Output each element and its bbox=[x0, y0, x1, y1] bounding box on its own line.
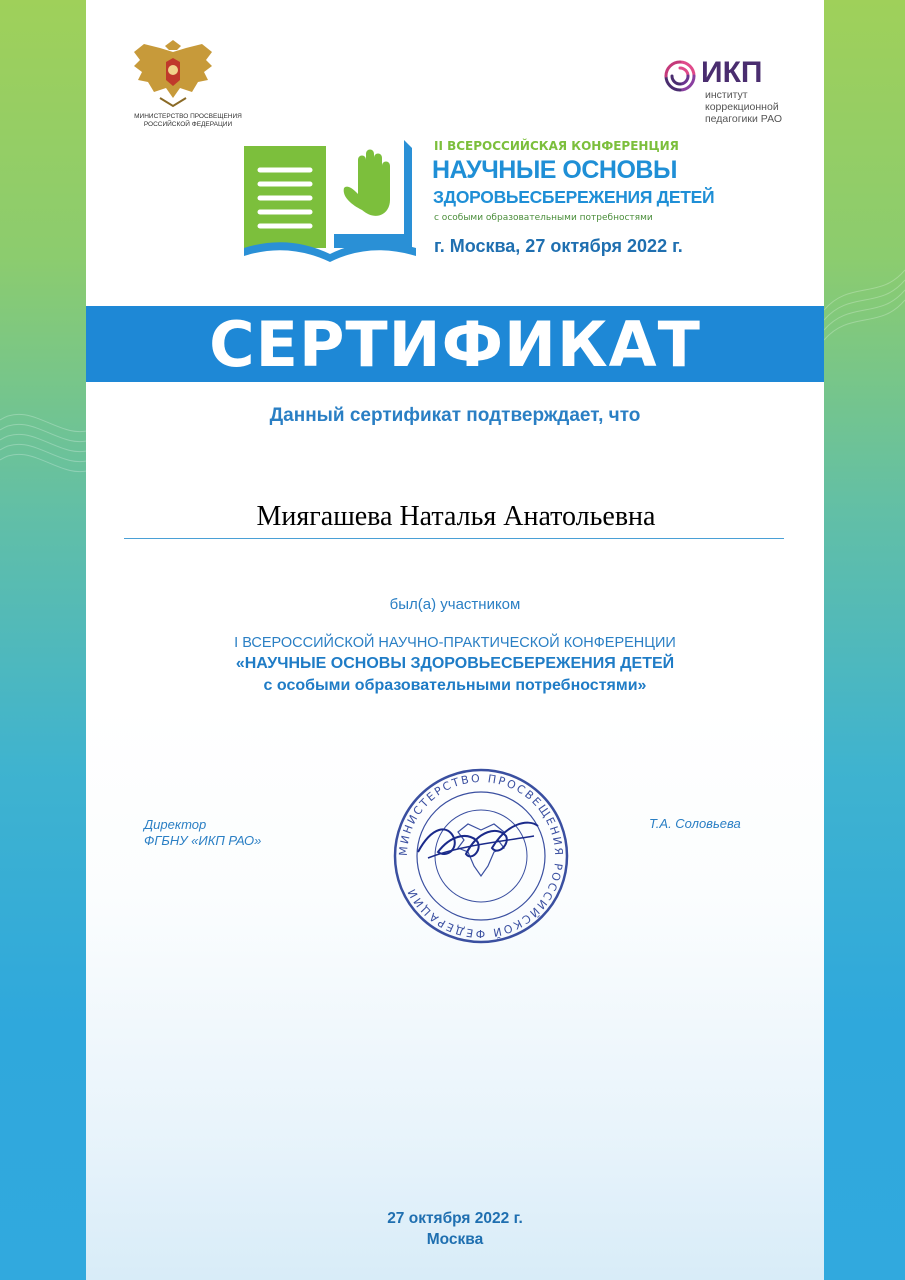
institute-subtitle: институт коррекционной педагогики РАО bbox=[705, 89, 783, 125]
conference-type: I ВСЕРОССИЙСКОЙ НАУЧНО-ПРАКТИЧЕСКОЙ КОНФЕРЕНЦИИ bbox=[234, 635, 676, 651]
conference-title-line-1: «НАУЧНЫЕ ОСНОВЫ ЗДОРОВЬЕСБЕРЕЖЕНИЯ ДЕТЕЙ bbox=[235, 655, 675, 672]
certificate-sheet bbox=[86, 0, 824, 1280]
director-title: Директор bbox=[144, 817, 207, 832]
official-stamp-icon bbox=[388, 766, 574, 946]
spiral-logo-icon bbox=[662, 58, 698, 94]
certificate-banner bbox=[86, 306, 824, 382]
open-book-hand-icon bbox=[240, 138, 422, 262]
conference-logo-line-1: II ВСЕРОССИЙСКАЯ КОНФЕРЕНЦИЯ bbox=[434, 139, 679, 153]
director-position bbox=[144, 817, 261, 849]
conference-logo-line-4: с особыми образовательными потребностями bbox=[434, 213, 653, 223]
participation-text: был(а) участником bbox=[389, 596, 521, 613]
conference-logo-line-2: НАУЧНЫЕ ОСНОВЫ bbox=[432, 156, 677, 184]
stamp-ring-text: МИНИСТЕРСТВО ПРОСВЕЩЕНИЯ РОССИЙСКОЙ ФЕДЕРАЦИИ bbox=[396, 771, 566, 941]
conference-title-line-2: с особыми образовательными потребностями» bbox=[263, 677, 647, 694]
confirm-text: Данный сертификат подтверждает, что bbox=[269, 405, 641, 426]
recipient-name: Миягашева Наталья Анатольевна bbox=[256, 501, 656, 532]
conference-logo-line-3: ЗДОРОВЬЕСБЕРЕЖЕНИЯ ДЕТЕЙ bbox=[433, 187, 715, 207]
certificate-title: СЕРТИФИКАТ bbox=[209, 308, 701, 381]
issue-city: Москва bbox=[426, 1231, 484, 1248]
double-headed-eagle-emblem-icon bbox=[130, 40, 216, 110]
institute-name: ИКП bbox=[701, 56, 763, 89]
issue-date: 27 октября 2022 г. bbox=[387, 1210, 523, 1227]
signer-name: Т.А. Соловьева bbox=[649, 816, 741, 831]
director-organization: ФГБНУ «ИКП РАО» bbox=[144, 833, 262, 848]
svg-text:МИНИСТЕРСТВО ПРОСВЕЩЕНИЯ РОССИ bbox=[397, 772, 565, 940]
ministry-caption: МИНИСТЕРСТВО ПРОСВЕЩЕНИЯ РОССИЙСКОЙ ФЕДЕРАЦИИ bbox=[134, 113, 242, 128]
recipient-underline bbox=[124, 538, 784, 539]
conference-logo-line-5: г. Москва, 27 октября 2022 г. bbox=[434, 236, 683, 256]
